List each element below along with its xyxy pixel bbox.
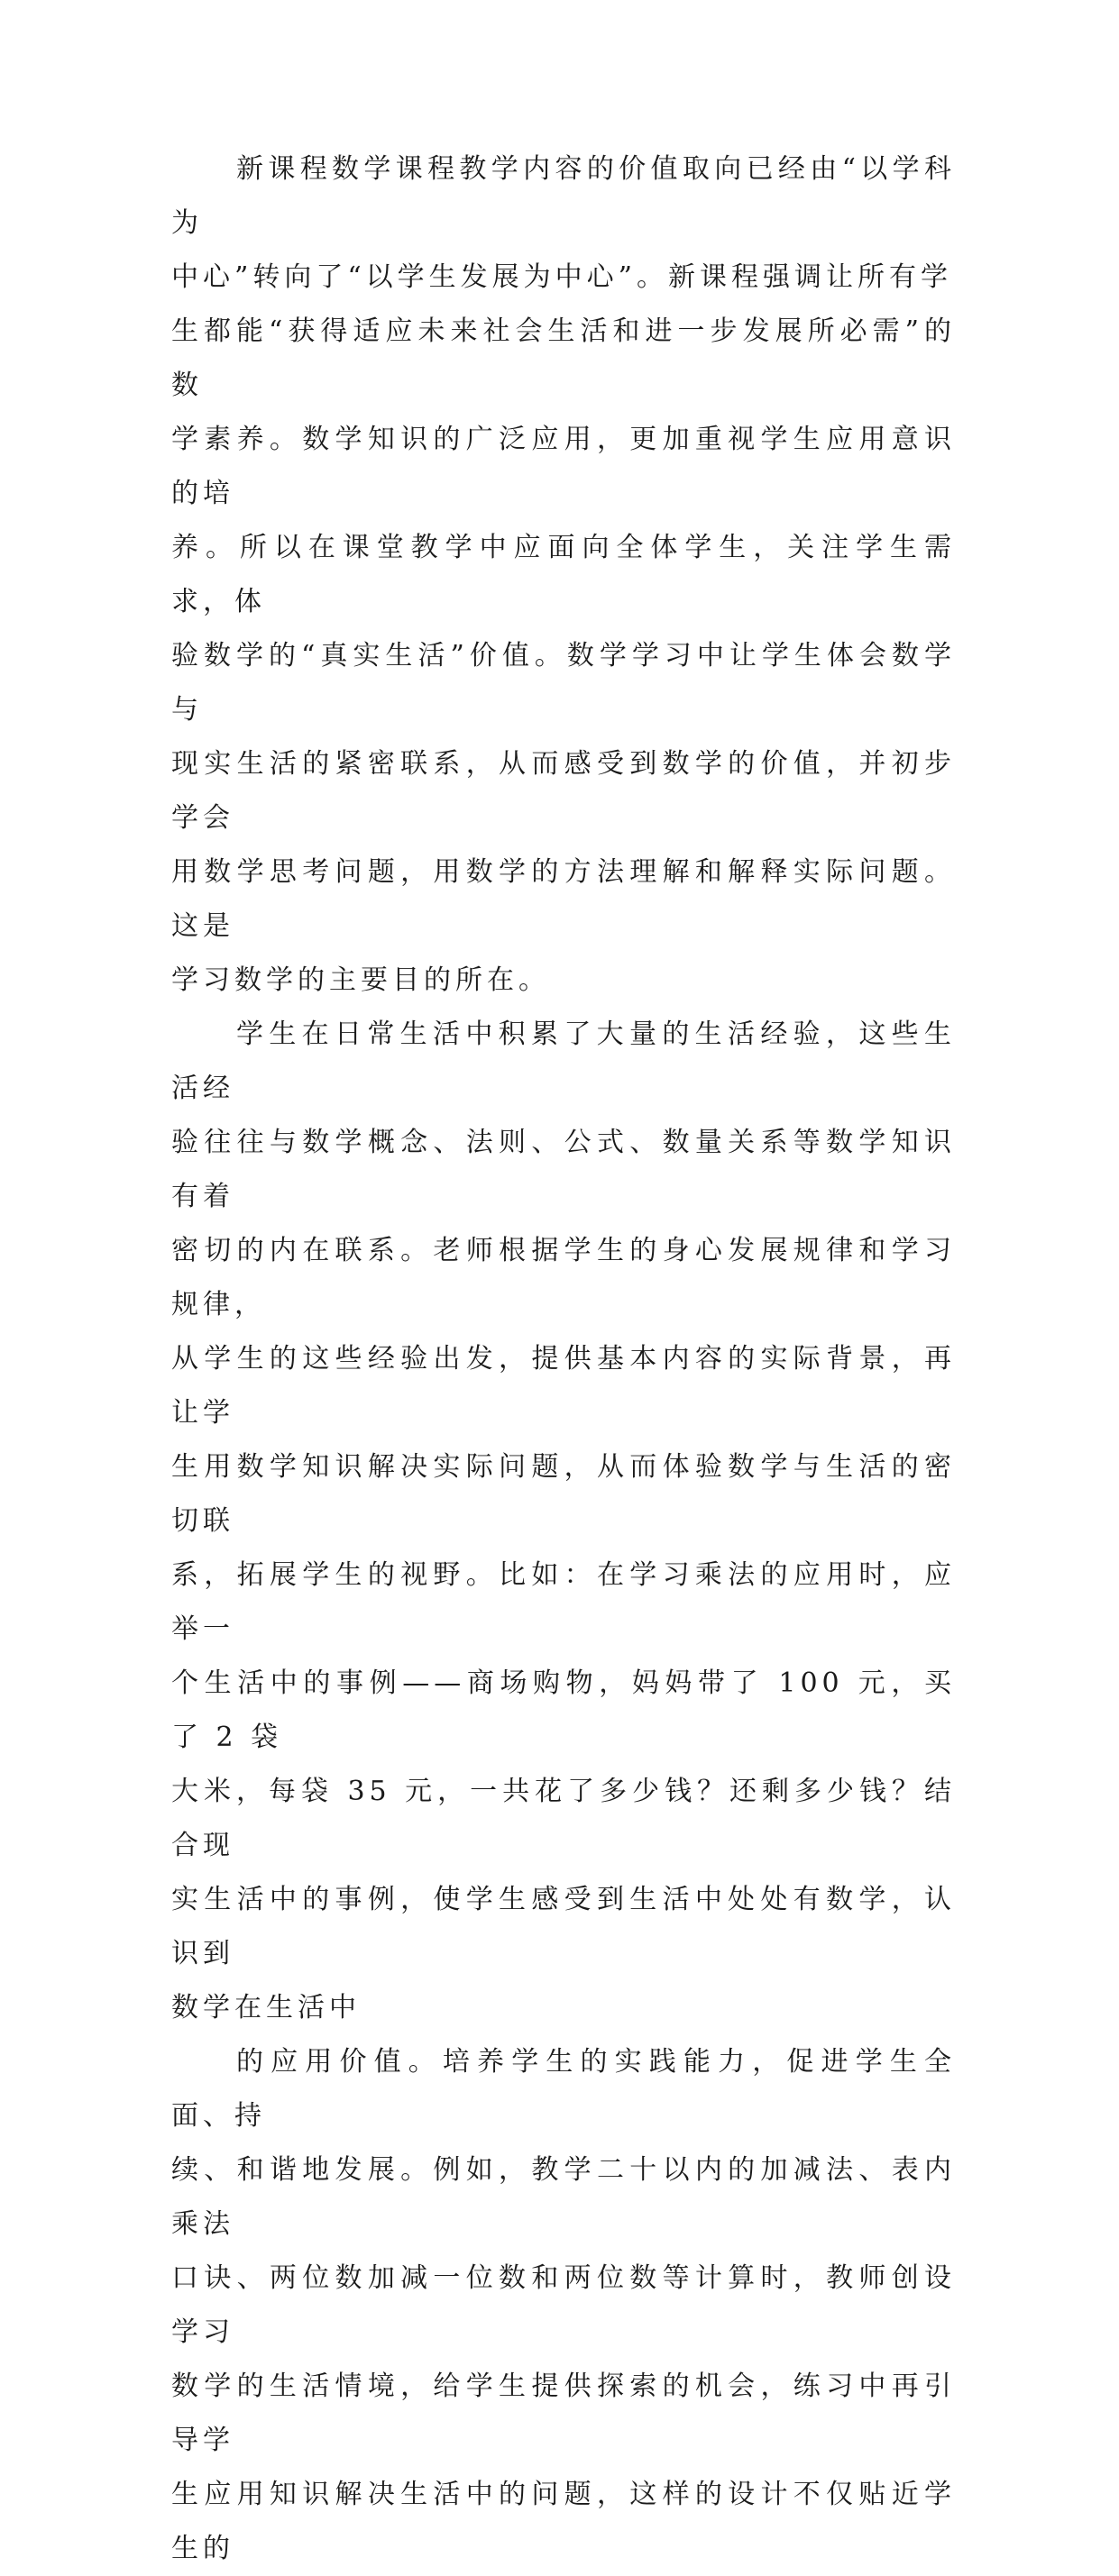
document-body: [171, 142, 956, 2576]
paragraph-2: 学生在日常生活中积累了大量的生活经验，这些生活经 验往往与数学概念、法则、公式、数量关系等数学知识有着 密切的内在联系。老师根据学生的身心发展规律和学习规律， 从学生的这些经验出发，提供基本内容的实际背景，再让学 生用数学知识解决实际问题，从而体验数学与生活的密切联 系，拓展学生的视野。比如：在学习乘法的应用时，应举一 个生活中的事例——商场购物，妈妈带了 100 元，买了 2 袋 大米，每袋 35 元，一共花了多少钱？还剩多少钱？结合现 实生活中的事例，使学生感受到生活中处处有数学，认识到 数学在生活中: [171, 1019, 956, 2023]
paragraph-1: 新课程数学课程教学内容的价值取向已经由“以学科为 中心”转向了“以学生发展为中心”。新课程强调让所有学 生都能“获得适应未来社会生活和进一步发展所必需”的数 学素养。数学知识的广泛应用，更加重视学生应用意识的培 养。所以在课堂教学中应面向全体学生，关注学生需求，体 验数学的“真实生活”价值。数学学习中让学生体会数学与 现实生活的紧密联系，从而感受到数学的价值，并初步学会 用数学思考问题，用数学的方法理解和解释实际问题。这是 学习数学的主要目的所在。: [171, 153, 956, 996]
paragraph-3: 的应用价值。培养学生的实践能力，促进学生全面、持 续、和谐地发展。例如，教学二十以内的加减法、表内乘法 口诀、两位数加减一位数和两位数等计算时，教师创设学习 数学的生活情境，给学生提供探索的机会，练习中再引导学 生应用知识解决生活中的问题，这样的设计不仅贴近学生的: [171, 2046, 956, 2564]
